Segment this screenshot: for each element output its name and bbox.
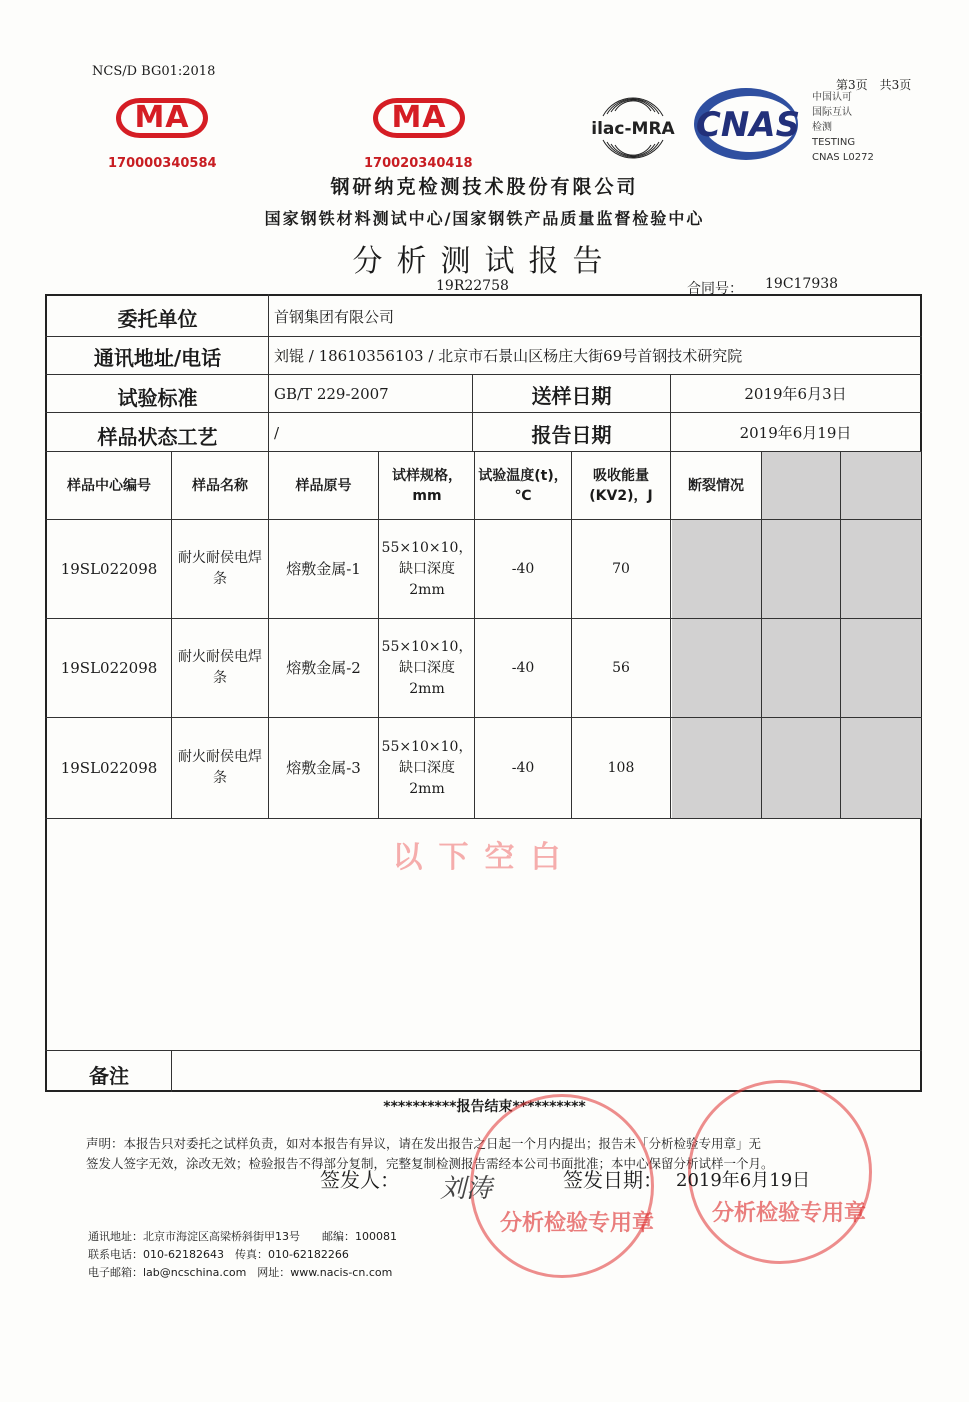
report-date-value: 2019年6月19日 — [739, 424, 852, 442]
col-sample-id: 样品中心编号 — [67, 477, 151, 494]
row3-original-no: 熔敷金属-3 — [286, 758, 361, 777]
row2-energy: 56 — [612, 659, 630, 676]
remarks-label: 备注 — [89, 1064, 129, 1088]
row2-spec: 55×10×10，缺口深度2mm — [381, 638, 473, 697]
statement-line-2: 签发人签字无效，涂改无效；检验报告不得部分复制，完整复制检测报告需经本公司书面批准；本中心保留分析试样一个月。 — [86, 1156, 774, 1171]
row2-sample-name: 耐火耐侯电焊条 — [178, 649, 262, 686]
report-title: 分析测试报告 — [352, 244, 617, 279]
cma-number-left: 170000340584 — [108, 156, 217, 171]
col-fracture: 断裂情况 — [688, 477, 744, 494]
state-value: / — [274, 424, 280, 442]
cnas-text: CNAS — [695, 105, 801, 145]
standard-value: GB/T 229-2007 — [274, 385, 389, 403]
state-label: 样品状态工艺 — [97, 425, 218, 449]
col-absorbed-energy: 吸收能量(KV2)，J — [589, 467, 653, 504]
col-spec: 试样规格，mm — [392, 467, 462, 504]
address-value: 刘锟 / 18610356103 / 北京市石景山区杨庄大街69号首钢技术研究院 — [274, 347, 743, 365]
client-value: 首钢集团有限公司 — [274, 308, 395, 326]
col-sample-name: 样品名称 — [192, 477, 248, 494]
row2-sample-id: 19SL022098 — [60, 658, 158, 677]
report-number: 19R22758 — [436, 278, 509, 294]
cma-logo-right: MA — [369, 92, 473, 146]
fracture-image-area — [672, 520, 921, 818]
row3-sample-name: 耐火耐侯电焊条 — [178, 749, 262, 786]
row3-sample-id: 19SL022098 — [60, 758, 158, 777]
company-name: 钢研纳克检测技术股份有限公司 — [330, 176, 639, 198]
row3-temperature: -40 — [511, 759, 535, 776]
cnas-caption: 中国认可 国际互认 检测 TESTING CNAS L0272 — [812, 92, 874, 163]
issue-date: 2019年6月19日 — [676, 1170, 811, 1191]
row1-spec: 55×10×10，缺口深度2mm — [381, 539, 473, 598]
col-temperature: 试验温度(t)，℃ — [478, 467, 568, 504]
address-label: 通讯地址/电话 — [93, 346, 222, 370]
row1-sample-id: 19SL022098 — [60, 559, 158, 578]
standard-label: 试验标准 — [117, 386, 198, 410]
col-original-no: 样品原号 — [295, 477, 352, 494]
issuer-signature: 刘涛 — [440, 1174, 493, 1204]
row1-sample-name: 耐火耐侯电焊条 — [178, 550, 262, 587]
footer-email: 电子邮箱：lab@ncschina.com 网址：www.nacis-cn.com — [88, 1266, 393, 1279]
cnas-logo — [690, 86, 808, 162]
row1-energy: 70 — [612, 560, 630, 577]
footer-phone: 联系电话：010-62182643 传真：010-62182266 — [88, 1248, 349, 1261]
cma-number-right: 170020340418 — [364, 156, 473, 171]
cma-logo-left: MA — [112, 92, 216, 146]
send-date-value: 2019年6月3日 — [744, 385, 847, 403]
ilac-text: ilac-MRA — [591, 119, 675, 139]
row3-energy: 108 — [607, 759, 635, 776]
statement-line-1: 声明：本报告只对委托之试样负责，如对本报告有异议，请在发出报告之日起一个月内提出；报告未「分析检验专用章」无 — [86, 1136, 762, 1151]
issue-date-label: 签发日期： — [563, 1168, 663, 1192]
row1-temperature: -40 — [511, 560, 535, 577]
issuer-label: 签发人： — [320, 1168, 400, 1192]
send-date-label: 送样日期 — [531, 384, 612, 408]
fracture-image-header-area — [762, 452, 921, 519]
row2-temperature: -40 — [511, 659, 535, 676]
row1-original-no: 熔敷金属-1 — [286, 559, 361, 578]
seal-right-text: 分析检验专用章 — [712, 1201, 867, 1226]
report-end-line: **********报告结束********** — [383, 1099, 586, 1115]
page-number: 第3页 共3页 — [836, 78, 912, 92]
contact-footer — [88, 1228, 397, 1282]
report-date-label: 报告日期 — [531, 423, 612, 447]
document-code: NCS/D BG01:2018 — [92, 64, 216, 79]
contract-number: 19C17938 — [765, 276, 839, 292]
footer-address: 通讯地址：北京市海淀区高梁桥斜街甲13号 邮编：100081 — [88, 1230, 397, 1243]
row2-original-no: 熔敷金属-2 — [286, 658, 361, 677]
row3-spec: 55×10×10，缺口深度2mm — [381, 738, 473, 797]
center-name: 国家钢铁材料测试中心/国家钢铁产品质量监督检验中心 — [264, 209, 705, 228]
client-label: 委托单位 — [117, 307, 198, 331]
blank-below-stamp: 以下空白 — [392, 840, 577, 875]
contract-label: 合同号： — [687, 281, 743, 297]
ilac-mra-logo — [583, 78, 683, 178]
seal-left-text: 分析检验专用章 — [500, 1211, 655, 1236]
